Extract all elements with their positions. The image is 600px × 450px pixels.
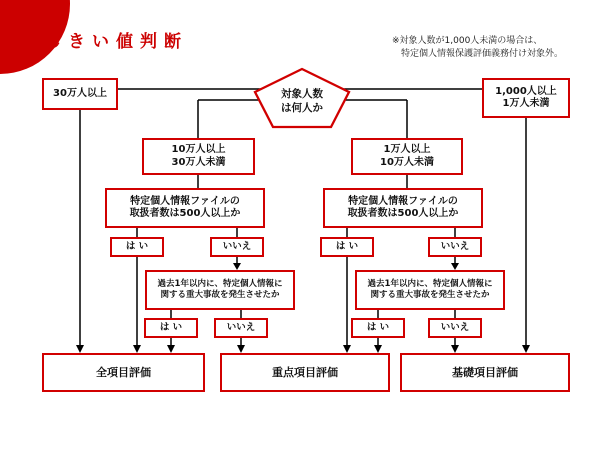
result-full-label: 全項目評価: [96, 365, 151, 379]
yes-text: は い: [335, 241, 359, 253]
question-accident-right-line2: 関する重大事故を発生させたか: [370, 290, 490, 300]
question-handlers-left: [105, 188, 265, 228]
question-accident-left-line1: 過去1年以内に、特定個人情報に: [157, 279, 283, 290]
yes-text: は い: [366, 322, 390, 334]
result-priority-label: 重点項目評価: [272, 365, 338, 379]
decision-pentagon: [255, 88, 349, 115]
node-over-300k: [42, 78, 118, 110]
yes-text: は い: [125, 241, 149, 253]
question-accident-right: [355, 270, 505, 310]
label-no-row2-right: [428, 318, 482, 338]
no-text: いいえ: [226, 322, 256, 334]
no-text: いいえ: [440, 241, 470, 253]
question-accident-left: [145, 270, 295, 310]
footnote-line2: 特定個人情報保護評価義務付け対象外。: [401, 48, 564, 59]
node-over-300k-label: 30万人以上: [53, 87, 107, 99]
label-yes-row1-right: [320, 237, 374, 257]
page-title: しきい値判断: [44, 32, 188, 52]
no-text: いいえ: [222, 241, 252, 253]
node-1000-line1: 1,000人以上: [495, 85, 557, 97]
question-handlers-right-line1: 特定個人情報ファイルの: [348, 195, 458, 207]
footnote-line1: ※対象人数が1,000人未満の場合は、: [392, 36, 543, 46]
yes-text: は い: [159, 322, 183, 334]
label-no-row2-left: [214, 318, 268, 338]
result-priority-evaluation: [220, 353, 390, 392]
question-handlers-left-line2: 取扱者数は500人以上か: [129, 208, 241, 219]
no-text: いいえ: [440, 322, 470, 334]
footnote: [392, 35, 563, 60]
node-1000-to-10k: [482, 78, 570, 118]
node-100k-to-300k: [142, 138, 255, 175]
label-yes-row2-right: [351, 318, 405, 338]
question-accident-left-line2: 関する重大事故を発生させたか: [160, 290, 280, 300]
node-1000-line2: 1万人未満: [502, 98, 550, 109]
label-no-row1-left: [210, 237, 264, 257]
result-full-evaluation: [42, 353, 205, 392]
label-yes-row1-left: [110, 237, 164, 257]
result-basic-evaluation: [400, 353, 570, 392]
node-10k-line2: 10万人未満: [380, 156, 434, 168]
question-handlers-right: [323, 188, 483, 228]
question-handlers-right-line2: 取扱者数は500人以上か: [347, 208, 459, 219]
pentagon-line1: 対象人数: [281, 88, 323, 100]
question-handlers-left-line1: 特定個人情報ファイルの: [130, 195, 240, 207]
question-accident-right-line1: 過去1年以内に、特定個人情報に: [367, 279, 493, 290]
node-100k-line2: 30万人未満: [171, 156, 226, 168]
result-basic-label: 基礎項目評価: [452, 365, 518, 379]
label-no-row1-right: [428, 237, 482, 257]
node-10k-line1: 1万人以上: [383, 144, 431, 155]
node-10k-to-100k: [351, 138, 463, 175]
label-yes-row2-left: [144, 318, 198, 338]
node-100k-line1: 10万人以上: [171, 144, 226, 155]
pentagon-line2: は何人か: [281, 101, 323, 114]
